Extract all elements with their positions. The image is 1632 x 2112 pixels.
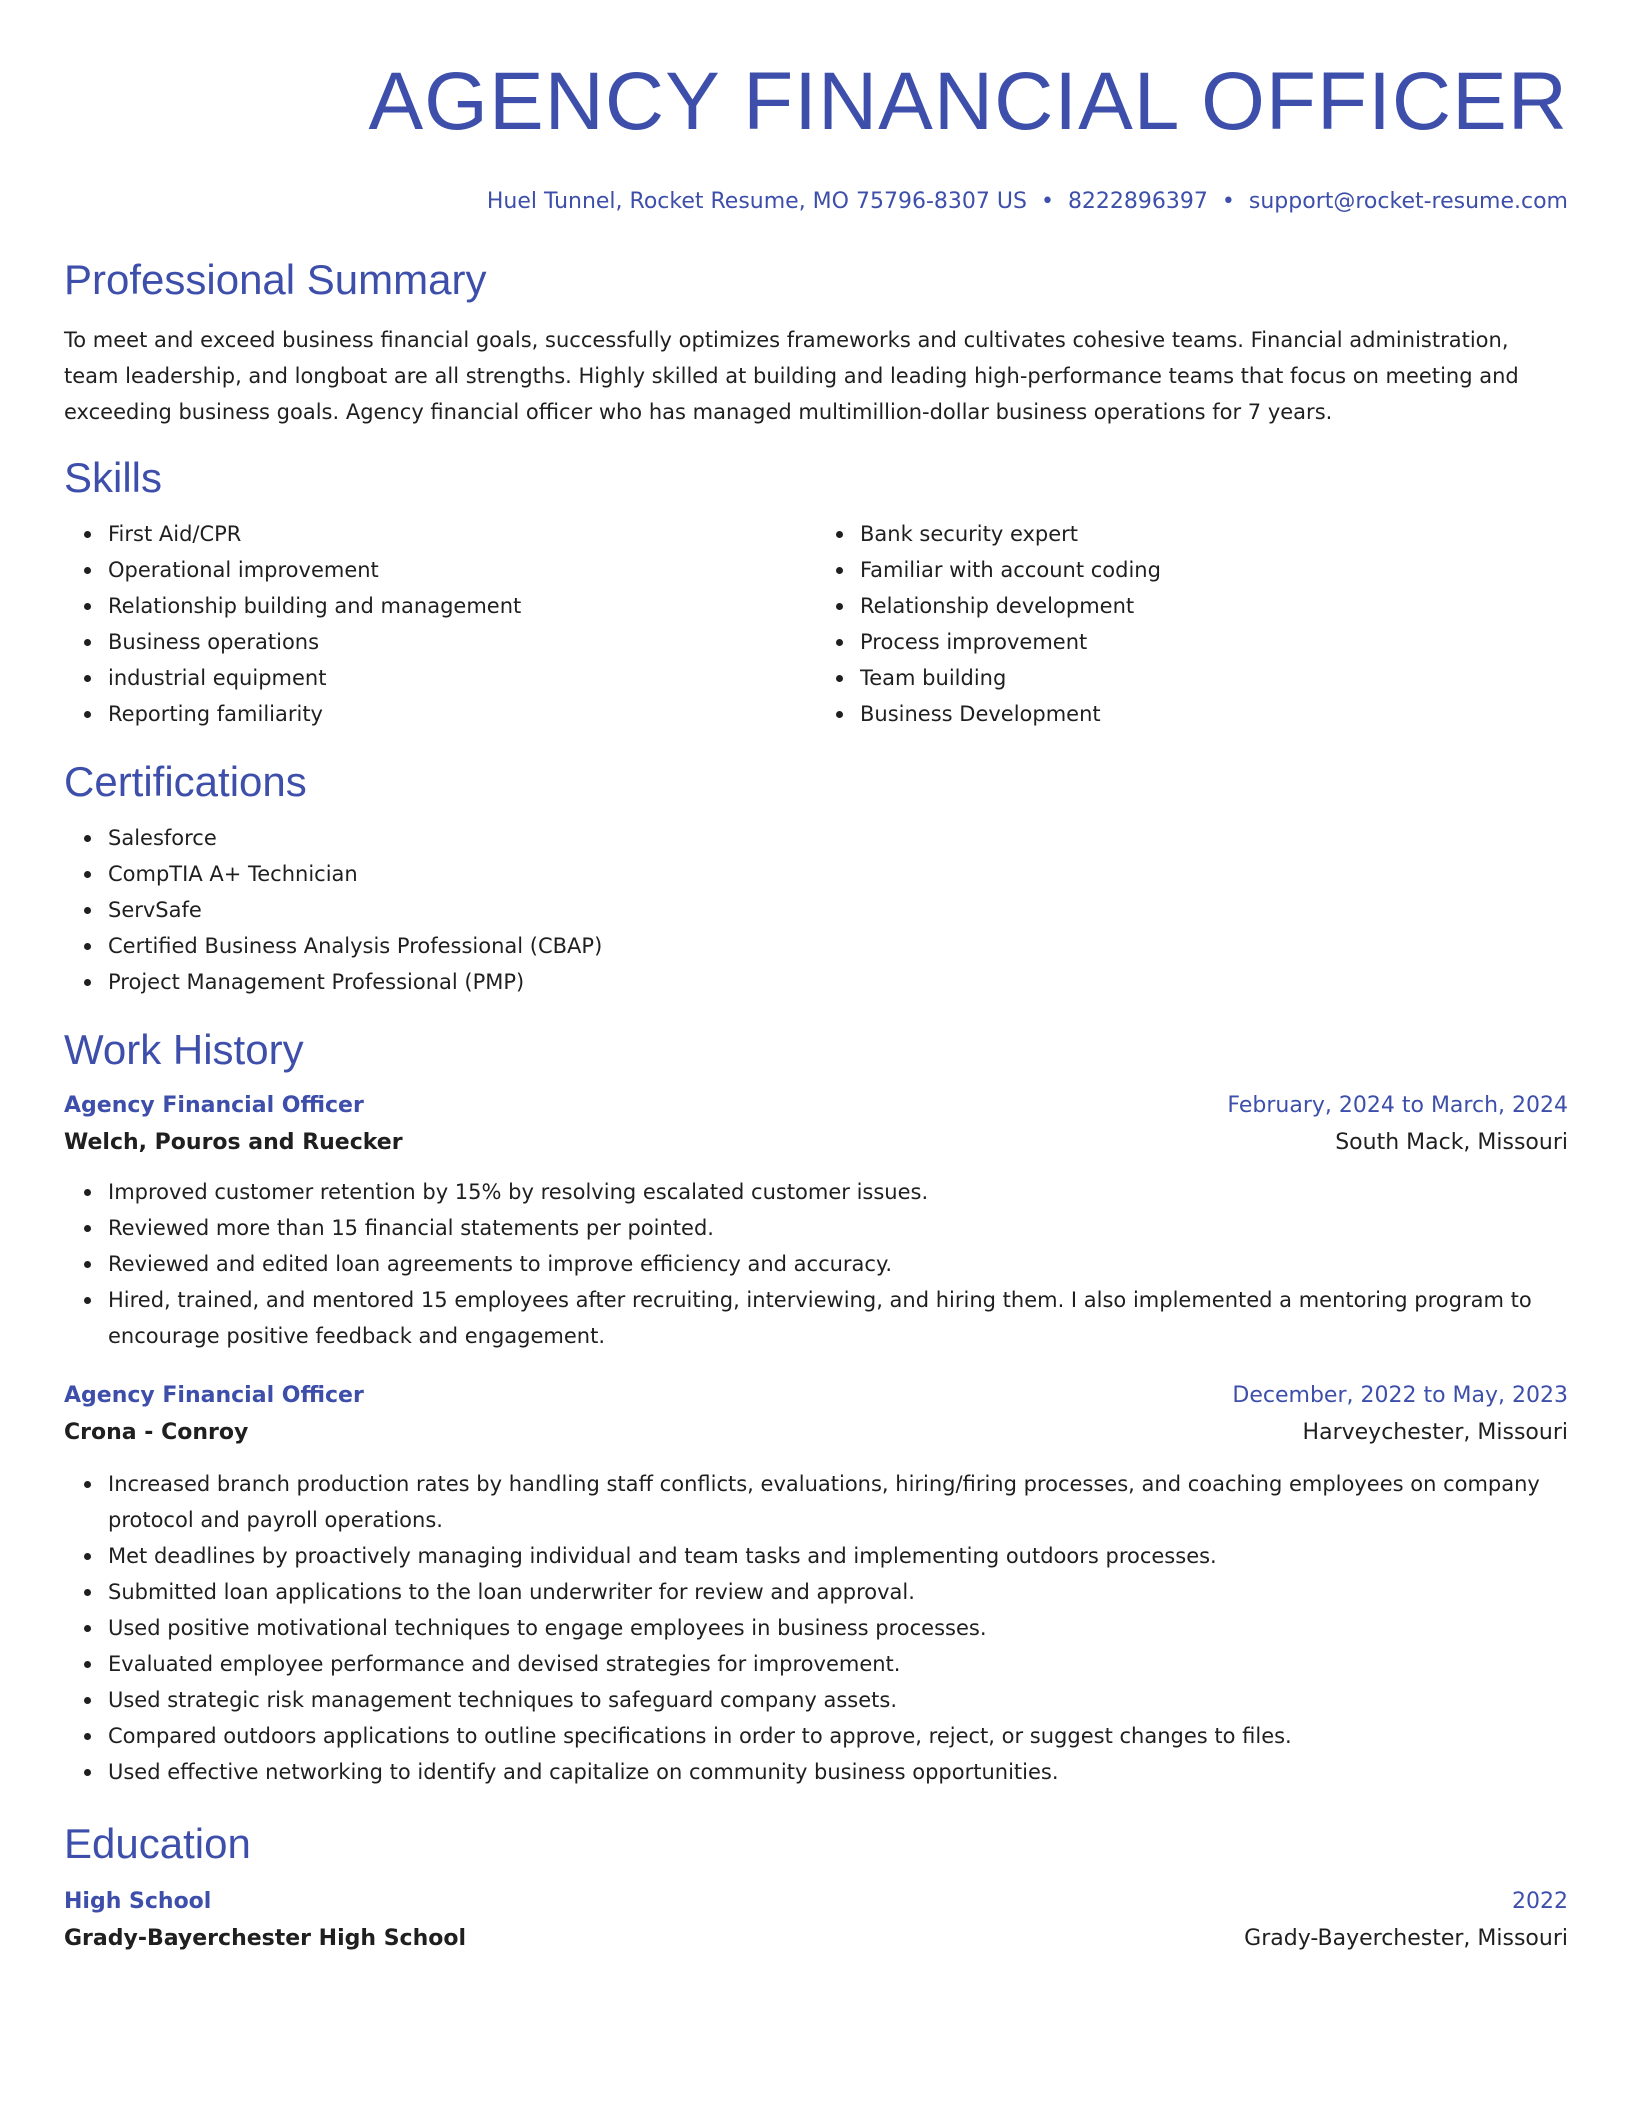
contact-email[interactable]: support@rocket-resume.com [1248, 189, 1568, 214]
job-company: Crona - Conroy [64, 1420, 249, 1445]
skill-item: Process improvement [816, 624, 1568, 660]
job-title: Agency Financial Officer [64, 1093, 364, 1118]
certification-item: Project Management Professional (PMP) [64, 964, 1568, 1000]
contact-separator: • [1040, 189, 1054, 214]
job-entry [64, 1088, 1568, 1354]
work-history-section [64, 1024, 1568, 1790]
job-subheader [64, 1414, 1568, 1452]
skills-column-right [816, 516, 1568, 732]
contact-phone: 8222896397 [1067, 189, 1208, 214]
education-degree: High School [64, 1889, 212, 1914]
job-bullet: Reviewed more than 15 financial statements per pointed. [64, 1210, 1568, 1246]
job-bullet: Used strategic risk management techniques to safeguard company assets. [64, 1682, 1568, 1718]
job-bullet: Hired, trained, and mentored 15 employees after recruiting, interviewing, and hiring them. I also implemented a mentoring program to encourage positive feedback and engagement. [64, 1282, 1568, 1354]
contact-address: Huel Tunnel, Rocket Resume, MO 75796-8307 US [486, 189, 1027, 214]
job-bullet: Reviewed and edited loan agreements to improve efficiency and accuracy. [64, 1246, 1568, 1282]
education-location: Grady-Bayerchester, Missouri [1244, 1926, 1568, 1951]
job-title: Agency Financial Officer [64, 1383, 364, 1408]
skills-section [64, 452, 1568, 732]
certifications-heading: Certifications [64, 758, 307, 805]
summary-heading: Professional Summary [64, 256, 487, 303]
job-entry [64, 1378, 1568, 1790]
job-header [64, 1378, 1568, 1414]
education-entry [64, 1884, 1568, 1958]
skill-item: Familiar with account coding [816, 552, 1568, 588]
education-subheader [64, 1920, 1568, 1958]
job-bullet: Used positive motivational techniques to engage employees in business processes. [64, 1610, 1568, 1646]
skills-columns [64, 516, 1568, 732]
job-company: Welch, Pouros and Ruecker [64, 1130, 403, 1155]
certification-item: Salesforce [64, 820, 1568, 856]
job-dates: February, 2024 to March, 2024 [1227, 1093, 1568, 1118]
certifications-list [64, 820, 1568, 1000]
job-dates: December, 2022 to May, 2023 [1232, 1383, 1568, 1408]
summary-section [64, 254, 1568, 430]
job-bullet: Improved customer retention by 15% by resolving escalated customer issues. [64, 1174, 1568, 1210]
job-bullet: Compared outdoors applications to outline specifications in order to approve, reject, or suggest changes to files. [64, 1718, 1568, 1754]
job-bullets [64, 1466, 1568, 1790]
skills-heading: Skills [64, 454, 163, 501]
skill-item: Bank security expert [816, 516, 1568, 552]
education-year: 2022 [1512, 1889, 1568, 1914]
skill-item: First Aid/CPR [64, 516, 816, 552]
skill-item: Relationship development [816, 588, 1568, 624]
education-header [64, 1884, 1568, 1920]
contact-line [64, 188, 1568, 216]
skills-column-left [64, 516, 816, 732]
skill-item: Operational improvement [64, 552, 816, 588]
certification-item: ServSafe [64, 892, 1568, 928]
certification-item: CompTIA A+ Technician [64, 856, 1568, 892]
job-header [64, 1088, 1568, 1124]
job-bullet: Met deadlines by proactively managing individual and team tasks and implementing outdoors processes. [64, 1538, 1568, 1574]
job-subheader [64, 1124, 1568, 1162]
work-history-heading: Work History [64, 1026, 304, 1073]
skill-item: Reporting familiarity [64, 696, 816, 732]
job-bullet: Evaluated employee performance and devised strategies for improvement. [64, 1646, 1568, 1682]
job-bullets [64, 1174, 1568, 1354]
education-heading: Education [64, 1820, 251, 1867]
certifications-section [64, 756, 1568, 1000]
certification-item: Certified Business Analysis Professional (CBAP) [64, 928, 1568, 964]
skill-item: Business operations [64, 624, 816, 660]
education-section [64, 1818, 1568, 1958]
skill-item: industrial equipment [64, 660, 816, 696]
job-bullet: Submitted loan applications to the loan underwriter for review and approval. [64, 1574, 1568, 1610]
job-location: South Mack, Missouri [1335, 1130, 1568, 1155]
skill-item: Team building [816, 660, 1568, 696]
summary-text: To meet and exceed business financial goals, successfully optimizes frameworks and cultivates cohesive teams. Financial administration, team leadership, and longboat are all strengths. Highly skilled at building and leading high-performance teams that focus on meeting and exceeding business goals. Agency financial officer who has managed multimillion-dollar business operations for 7 years. [64, 328, 1519, 424]
job-bullet: Increased branch production rates by handling staff conflicts, evaluations, hiring/firing processes, and coaching employees on company protocol and payroll operations. [64, 1466, 1568, 1538]
skill-item: Relationship building and management [64, 588, 816, 624]
job-location: Harveychester, Missouri [1302, 1420, 1568, 1445]
resume-name: AGENCY FINANCIAL OFFICER [368, 56, 1568, 147]
skill-item: Business Development [816, 696, 1568, 732]
job-bullet: Used effective networking to identify and capitalize on community business opportunities. [64, 1754, 1568, 1790]
contact-separator: • [1221, 189, 1235, 214]
education-school: Grady-Bayerchester High School [64, 1926, 467, 1951]
